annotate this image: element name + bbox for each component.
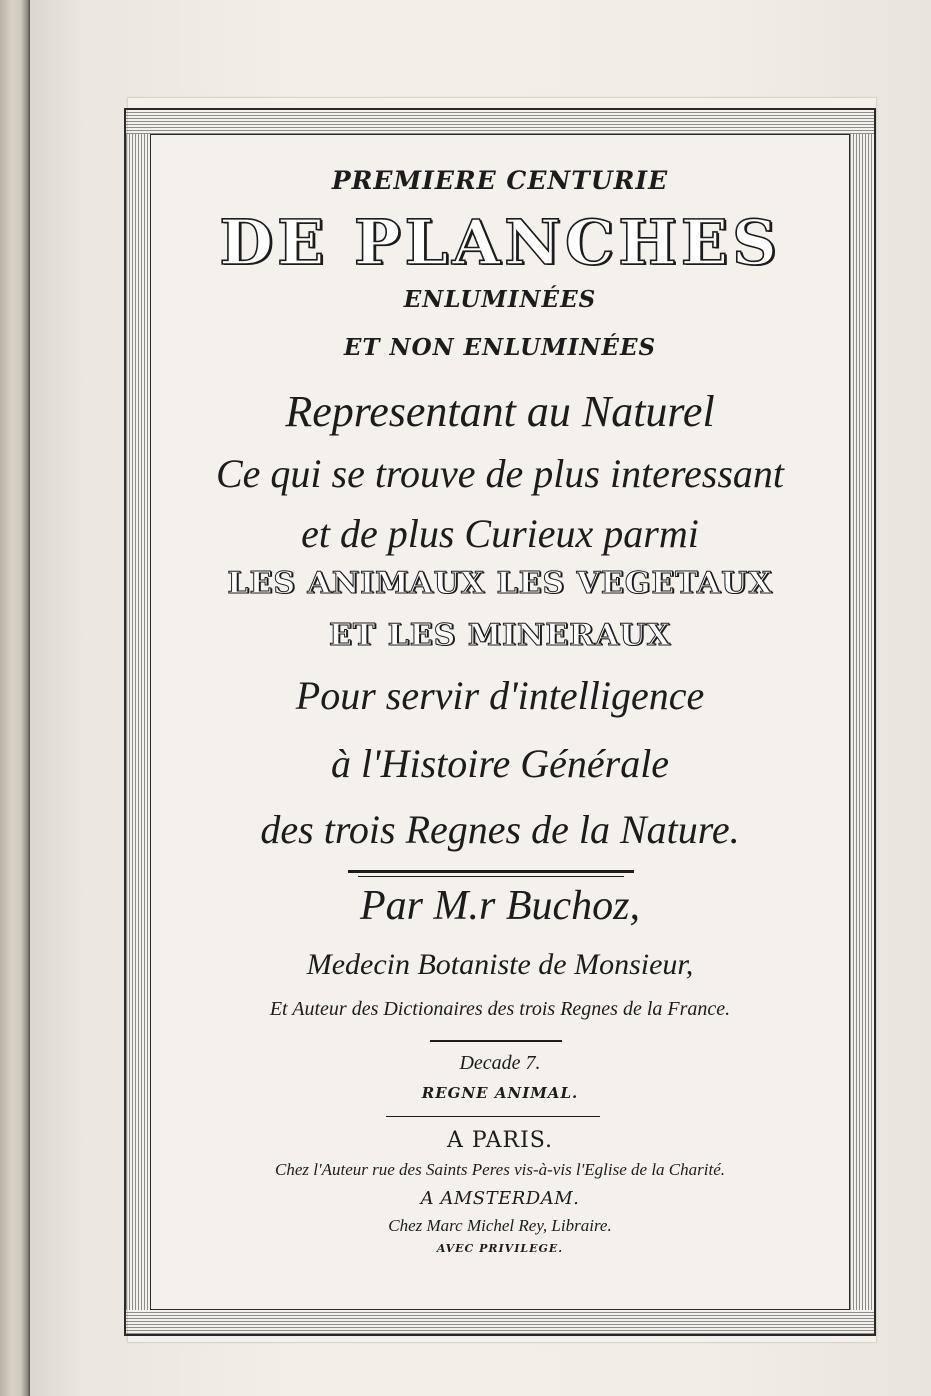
title-line-representant: Representant au Naturel [285, 387, 715, 436]
divider-rule-imprint [386, 1116, 600, 1117]
title-line-de-planches: DE PLANCHES [219, 206, 781, 279]
imprint-address-paris: Chez l'Auteur rue des Saints Peres vis-à-vis l'Eglise de la Charité. [275, 1160, 725, 1179]
title-line-animaux-vegetaux: LES ANIMAUX LES VEGETAUX [227, 566, 773, 601]
title-line-trois-regnes: des trois Regnes de la Nature. [260, 807, 740, 852]
frame-hatch-right [850, 134, 874, 1310]
left-page-edge [0, 0, 30, 1396]
title-line-enluminees: ENLUMINÉES [403, 286, 597, 313]
frame-hatch-top [126, 110, 874, 134]
imprint-city-paris: A PARIS. [446, 1128, 554, 1153]
author-works: Et Auteur des Dictionaires des trois Regnes de la France. [269, 998, 731, 1020]
title-page [30, 0, 931, 1396]
title-line-premiere-centurie: PREMIERE CENTURIE [331, 166, 669, 195]
frame-hatch-bottom [126, 1310, 874, 1334]
author-by-line: Par M.r Buchoz, [360, 883, 640, 929]
divider-rule-thin [358, 876, 624, 877]
author-role: Medecin Botaniste de Monsieur, [306, 948, 694, 981]
volume-decade: Decade 7. [459, 1052, 541, 1074]
title-line-pour-servir: Pour servir d'intelligence [295, 673, 705, 718]
title-line-ce-qui-se-trouve: Ce qui se trouve de plus interessant [215, 451, 785, 496]
imprint-address-amsterdam: Chez Marc Michel Rey, Libraire. [388, 1216, 612, 1235]
title-line-mineraux: ET LES MINERAUX [329, 618, 671, 653]
title-line-et-non-enluminees: ET NON ENLUMINÉES [343, 334, 657, 361]
imprint-privilege: AVEC PRIVILEGE. [436, 1242, 564, 1255]
frame-hatch-left [126, 134, 150, 1310]
title-line-curieux-parmi: et de plus Curieux parmi [301, 511, 699, 556]
divider-rule-thick [348, 870, 634, 873]
imprint-city-amsterdam: A AMSTERDAM. [420, 1188, 580, 1209]
title-line-histoire-generale: à l'Histoire Générale [330, 741, 670, 786]
volume-kingdom: REGNE ANIMAL. [421, 1084, 579, 1102]
divider-rule-short [430, 1040, 562, 1042]
